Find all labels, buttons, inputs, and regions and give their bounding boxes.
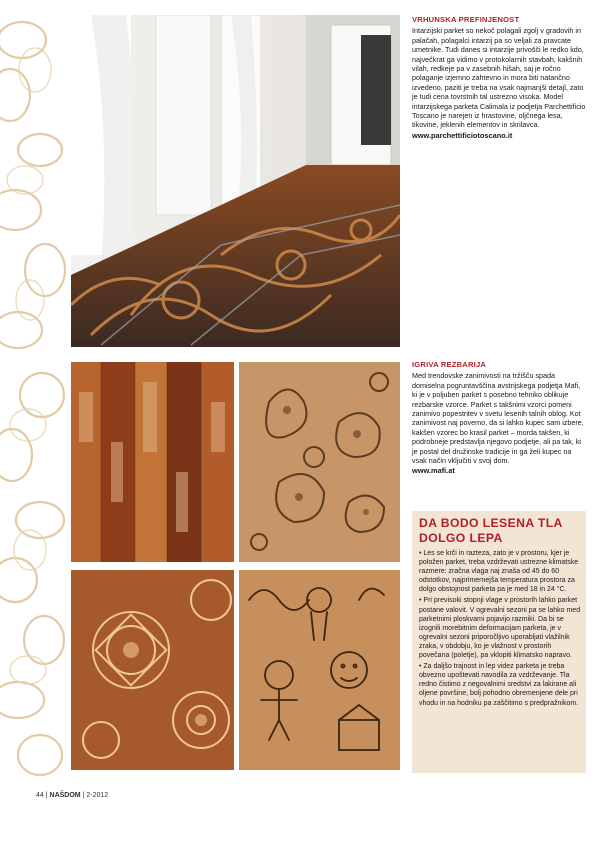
tip-paragraph: • Les se krči in razteza, zato je v prostoru, kjer je položen parket, treba vzdrževati ustrezne klimatske razmere: zračna vlaga naj znaša od 45 do 60 odstotkov, najprimernejša temperatura prostora za dolgo obstojnost parketa pa je med 18 in 24 °C. bbox=[419, 550, 579, 594]
page-number: 44 bbox=[36, 792, 44, 799]
tips-body bbox=[419, 549, 581, 710]
tip-paragraph: • Za daljšo trajnost in lep videz parketa je treba obvezno upoštevati navodila za vzdrževanje. Tla redno čistimo z negovalnimi sredstvi za lakirane ali oljene površine, bolj pohodno obremenjene dele pri vhodu in na hodniku pa zaščitimo s predpražnikom. bbox=[419, 663, 579, 707]
section-playful-carving bbox=[412, 360, 586, 476]
website-link[interactable]: www.mafi.at bbox=[412, 466, 455, 476]
tips-title: DA BODO LESENA TLA DOLGO LEPA bbox=[419, 516, 563, 545]
tips-box bbox=[412, 511, 586, 773]
photo-inlaid-parquet-room bbox=[71, 15, 400, 347]
website-link[interactable]: www.parchettificiotoscano.it bbox=[412, 130, 513, 140]
tip-paragraph: • Pri previsoki stopnji vlage v prostorih lahko parket postane valovit. V ogrevalni sezoni pa se lahko med parketnimi ploskvami pojavijo razmiki. Da bi se izognili morebitnim deformacijam parketa, je v ogrevalni sezoni priporočljivo uporabljati vlažilnik zraka, v obdobju, ko je vlažnost v prostorih povečana (poletje), pa vklopiti klimatsko napravo. bbox=[419, 597, 581, 660]
photo-kids-drawings-carved-parquet bbox=[239, 570, 400, 770]
section-body: Med trendovske zanimivosti na tržišču spada domiselna pogruntavščina avstrijskega podjetja Mafi, ki je v poljuben parket s posebno tehniko oblikuje rezbarske vzorce. Parket s takšnimi vzorci pomeni zanimivo popestritev v svetu lesenih talnih oblog. Kot zanimivost naj povemo, da si lahko kupec sam izbere, kakšen vzorec bo krasil parket – morda takšen, ki podrobneje predstavlja njegovo podjetje, ali pa tak, ki je postal del družinske tradicije in ga želi kupec na vsak način vključiti v svoj dom. bbox=[412, 371, 584, 466]
footer-separator: | bbox=[45, 792, 48, 799]
section-heading: IGRIVA REZBARIJA bbox=[412, 360, 487, 369]
issue-number: 2-2012 bbox=[86, 792, 109, 799]
photo-ornament-carved-parquet bbox=[71, 570, 234, 770]
section-heading: VRHUNSKA PREFINJENOST bbox=[412, 15, 520, 24]
photo-paisley-carved-parquet bbox=[239, 362, 400, 562]
decorative-wood-rings bbox=[0, 0, 70, 842]
section-refinement bbox=[412, 15, 586, 140]
footer-separator: | bbox=[82, 792, 85, 799]
photo-carved-plank-parquet bbox=[71, 362, 234, 562]
magazine-name: NAŠDOM bbox=[49, 792, 81, 799]
section-body: Intarzijski parket so nekoč polagali zgolj v gradovih in palačah, polagalci intarzij pa so veljali za pravcate umetnike. Tudi danes si intarzije privošči le redko kdo, največkrat ga vidimo v protokolarnih stavbah, kakšnih vilah, redkeje pa v zasebnih hišah, saj je ročno polaganje izjemno zahtevno in mora biti natančno izvedeno, paziti je treba na vsak najmanjši detajl, zato je tudi cena tovrstnih tal ustrezno visoka. Model intarzijskega parketa Calimala iz podjetja Parchettificio Toscano je narejen iz hrastovine, oljčnega lesa, tikovine, jeklenih elementov in skrilavca. bbox=[412, 26, 586, 130]
page-footer bbox=[36, 792, 108, 799]
